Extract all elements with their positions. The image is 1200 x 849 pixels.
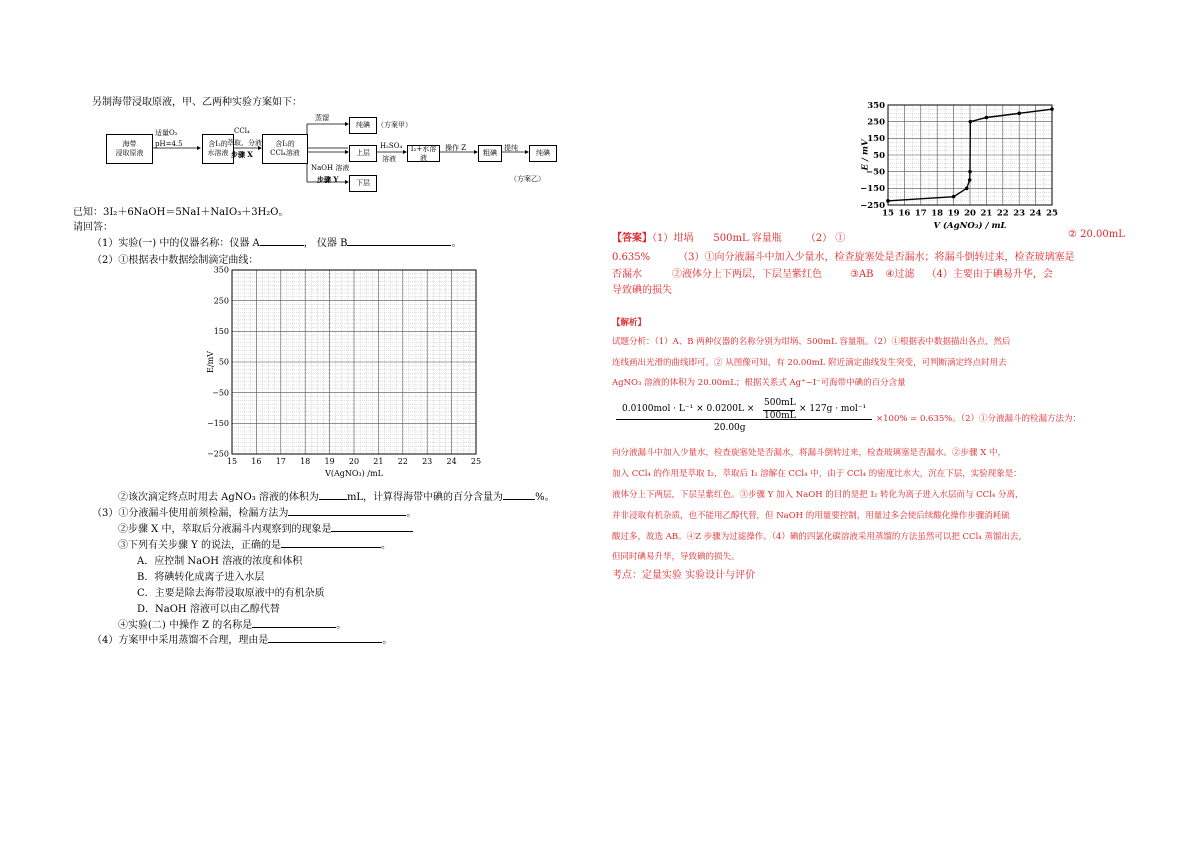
analysis-line-9: 但同时碘易升华，导致碘的损失。: [612, 552, 740, 562]
x-tick-label: 22: [996, 208, 1009, 219]
flow-label-ccl4: CCl₄: [234, 127, 250, 135]
q1-text: （1）实验(一) 中的仪器名称：仪器 A: [92, 238, 260, 249]
flow-box-lower: 下层: [349, 175, 377, 192]
question-3: [92, 504, 416, 519]
flow-box-ccl4: 含I₂的 CCl₄溶液: [262, 134, 308, 164]
formula-denominator: 20.00g: [714, 423, 746, 433]
analysis-head: 【解析】: [612, 318, 647, 328]
y-tick-label: 150: [213, 327, 229, 336]
flow-label-distill: 蒸馏: [315, 114, 329, 122]
data-point: [968, 170, 972, 174]
analysis-line-4: 向分液漏斗中加入少量水，检查旋塞处是否漏水，将漏斗倒转过来，检查玻璃塞是否漏水。②步骤 X 中，: [612, 448, 1006, 458]
y-tick-label: −250: [860, 200, 885, 211]
answer-2b: ② 20.00mL: [1068, 229, 1125, 240]
question-2: （2）①根据表中数据绘制滴定曲线：: [92, 255, 259, 266]
data-point: [886, 199, 890, 203]
y-tick-label: 150: [867, 134, 885, 145]
data-point: [1017, 112, 1021, 116]
flow-label-ph: pH=4.5: [155, 140, 183, 148]
percent-formula: [614, 396, 1174, 438]
answer-1a: （1）坩埚: [652, 233, 694, 244]
x-tick-label: 19: [324, 457, 335, 466]
analysis-line-6: 液体分上下两层，下层呈紫红色。③步骤 Y 加入 NaOH 的目的是把 I₂ 转化为离子进入水层而与 CCl₄ 分离，: [612, 490, 1024, 500]
answer-3c: ③AB: [850, 269, 874, 280]
flow-label-op-z: 操作 Z: [445, 144, 467, 152]
q3-end: 。: [406, 508, 417, 519]
flow-label-plan-a: （方案甲）: [377, 121, 412, 129]
answer-line-4: 导致碘的损失: [612, 285, 672, 296]
analysis-line-7: 并非浸取有机杂质，也不能用乙醇代替，但 NaOH 的用量要控制，用量过多会使后续酸化操作步骤消耗硫: [612, 511, 1010, 521]
kaodian: 考点：定量实验 实验设计与评价: [612, 570, 756, 581]
q4-blank-reason[interactable]: [268, 633, 382, 643]
x-tick-label: 23: [1013, 208, 1026, 219]
answer-percent: 0.635%: [612, 252, 651, 263]
known-equation: 已知：3I₂＋6NaOH＝5NaI＋NaIO₃＋3H₂O。: [73, 207, 289, 218]
formula-result: ×100% = 0.635%。（2）①分液漏斗的检漏方法为：: [876, 414, 1082, 424]
flow-label-stepx: 步骤 X: [231, 150, 253, 159]
flow-box-aq: 含I₂的 水溶液: [202, 134, 234, 164]
x-tick-label: 21: [980, 208, 993, 219]
answer-head: 【答案】: [612, 233, 652, 244]
q3-text: （3）①分液漏斗使用前须检漏，检漏方法为: [92, 508, 289, 519]
x-tick-label: 18: [300, 457, 311, 466]
q3-blank-method[interactable]: [288, 506, 406, 516]
y-tick-label: 50: [873, 150, 885, 161]
data-point: [985, 116, 989, 120]
q3d-end: 。: [336, 620, 347, 631]
answer-3a: （3）①向分液漏斗中加入少量水，检查旋塞处是否漏水；将漏斗倒转过来，检查玻璃塞是: [678, 252, 1075, 263]
please-answer: 请回答：: [73, 222, 113, 233]
formula-numerator-a: 0.0100mol · L⁻¹ × 0.0200L ×: [622, 404, 755, 414]
option-c: C．主要是除去海带浸取原液中的有机杂质: [137, 588, 325, 599]
q2c-blank-percent[interactable]: [503, 490, 535, 500]
q3c-text: ③下列有关步骤 Y 的说法，正确的是: [118, 540, 281, 551]
q2b-blank-volume[interactable]: [319, 490, 347, 500]
x-tick-label: 15: [226, 457, 238, 466]
flow-label-naoh: NaOH 溶液: [311, 164, 350, 172]
y-tick-label: −150: [860, 184, 885, 195]
flow-box-pure2: 纯碘: [529, 145, 557, 162]
y-axis-label: E/mV: [205, 351, 215, 373]
q1-blank-a[interactable]: [260, 236, 304, 246]
flow-box-upper: 上层: [349, 145, 377, 162]
q1-text-b: ， 仪器 B: [303, 238, 348, 249]
x-tick-label: 25: [470, 457, 482, 466]
y-tick-label: −150: [207, 419, 229, 428]
q2b-text: ②该次滴定终点时用去 AgNO₃ 溶液的体积为: [118, 492, 319, 503]
x-tick-label: 22: [397, 457, 408, 466]
answer-3d: ④过滤: [885, 269, 915, 280]
x-tick-label: 25: [1046, 208, 1058, 219]
x-tick-label: 20: [348, 457, 360, 466]
y-tick-label: 250: [213, 296, 229, 306]
flow-label-stepy: 步骤 Y: [317, 175, 339, 184]
y-tick-label: −50: [212, 388, 229, 398]
answer-2a-label: （2） ①: [805, 233, 846, 244]
formula-frac-bot: 100mL: [764, 411, 796, 421]
q3d-blank-operation[interactable]: [252, 618, 336, 628]
flow-label-plan-b: （方案乙）: [510, 175, 545, 183]
q2c-text: mL，计算得海带中碘的百分含量为: [346, 492, 504, 503]
question-3c: [118, 536, 391, 551]
analysis-line-3: AgNO₃ 溶液的体积为 20.00mL；根据关系式 Ag⁺~I⁻可海带中碘的百分含量: [612, 378, 906, 388]
q3b-text: ②步骤 X 中，萃取后分液漏斗内观察到的现象是: [118, 524, 332, 535]
answer-line-1: [612, 229, 845, 244]
y-tick-label: −250: [207, 449, 229, 459]
x-tick-label: 17: [275, 457, 286, 466]
analysis-line-5: 加入 CCl₄ 的作用是萃取 I₂，萃取后 I₂ 溶解在 CCl₄ 中，由于 CCl₄ 的密度比水大，沉在下层，实验现象是：: [612, 469, 1022, 479]
x-tick-label: 15: [882, 208, 894, 219]
y-tick-label: 50: [218, 357, 229, 367]
q3b-blank-phenomenon[interactable]: [331, 522, 413, 532]
formula-frac-top: 500mL: [764, 398, 796, 408]
empty-titration-chart: [200, 264, 490, 482]
question-1: [92, 234, 461, 249]
answer-3b: ②液体分上下两层，下层呈紫红色: [672, 269, 822, 280]
analysis-line-2: 连线画出光滑的曲线即可。② 从图像可知，有 20.00mL 附近滴定曲线发生突变，可判断滴定终点时用去: [612, 358, 1007, 368]
question-4: [92, 631, 392, 646]
x-tick-label: 24: [446, 457, 457, 466]
analysis-line-8: 酸过多，故选 AB。④Z 步骤为过滤操作。（4）碘的四氯化碳溶液采用蒸馏的方法虽然可以把 CCl₄ 蒸馏出去，: [612, 532, 1027, 542]
data-point: [1050, 107, 1054, 111]
q4-end: 。: [382, 635, 393, 646]
y-tick-label: 350: [213, 265, 229, 275]
flow-box-crude: 粗碘: [478, 145, 502, 162]
data-point: [952, 195, 956, 199]
x-tick-label: 19: [947, 208, 960, 219]
question-3d: [118, 616, 346, 631]
formula-numerator-b: × 127g · mol⁻¹: [799, 404, 867, 414]
titration-curve-chart: [852, 98, 1062, 238]
q4-text: （4）方案甲中采用蒸馏不合理，理由是: [92, 635, 269, 646]
flow-label-purify: 提纯: [504, 144, 518, 152]
x-tick-label: 23: [422, 457, 433, 466]
q3c-end: 。: [380, 540, 391, 551]
question-2b: [118, 488, 555, 503]
flow-label-solution: 溶液: [382, 155, 396, 163]
analysis-line-1: 试题分析：（1）A、B 两种仪器的名称分别为坩埚、500mL 容量瓶。（2）①根据表中数据描出各点，然后: [612, 337, 1011, 347]
answer-4: （4）主要由于碘易升华，会: [926, 269, 1053, 280]
answer-line-2: [612, 248, 1075, 263]
flow-label-h2so4: H₂SO₄: [380, 142, 403, 150]
y-tick-label: 350: [867, 100, 885, 111]
data-point: [965, 187, 969, 191]
question-3b: [118, 520, 413, 535]
x-tick-label: 20: [964, 208, 976, 219]
x-axis-label: V (AgNO₃) / mL: [933, 221, 1007, 231]
flow-diagram: [100, 110, 570, 195]
flow-label-o2: 适量O₂: [155, 129, 178, 137]
option-b: B．将碘转化成离子进入水层: [137, 572, 265, 583]
y-tick-label: 250: [867, 117, 885, 128]
data-point: [968, 178, 972, 182]
x-tick-label: 16: [898, 208, 911, 219]
q1-end: 。: [451, 238, 462, 249]
x-tick-label: 16: [251, 457, 262, 466]
intro-text: 另制海带浸取原液，甲、乙两种实验方案如下：: [92, 97, 302, 108]
x-tick-label: 21: [373, 457, 384, 466]
flow-box-pure1: 纯碘: [349, 117, 377, 134]
flow-label-extract: 萃取、分液: [227, 139, 262, 147]
q3d-text: ④实验(二) 中操作 Z 的名称是: [118, 620, 253, 631]
x-axis-label: V(AgNO₃) /mL: [325, 469, 383, 478]
flow-box-suspension: I₂+水溶液: [407, 145, 440, 162]
x-tick-label: 18: [931, 208, 944, 219]
option-a: A．应控制 NaOH 溶液的浓度和体积: [137, 556, 303, 567]
q2d-text: %。: [535, 492, 555, 503]
answer-3a-end: 否漏水: [612, 269, 642, 280]
q3c-blank-choice[interactable]: [281, 538, 381, 548]
answer-line-3: [612, 265, 1053, 280]
answer-1b: 500mL 容量瓶: [713, 233, 782, 244]
data-point: [969, 120, 973, 124]
q1-blank-b[interactable]: [347, 236, 451, 246]
x-tick-label: 24: [1029, 208, 1042, 219]
flow-box-start: 海带 浸取原液: [106, 134, 153, 164]
y-axis-label: E / mV: [860, 139, 871, 171]
option-d: D．NaOH 溶液可以由乙醇代替: [137, 604, 280, 615]
y-tick-label: −50: [866, 167, 885, 178]
x-tick-label: 17: [914, 208, 927, 219]
